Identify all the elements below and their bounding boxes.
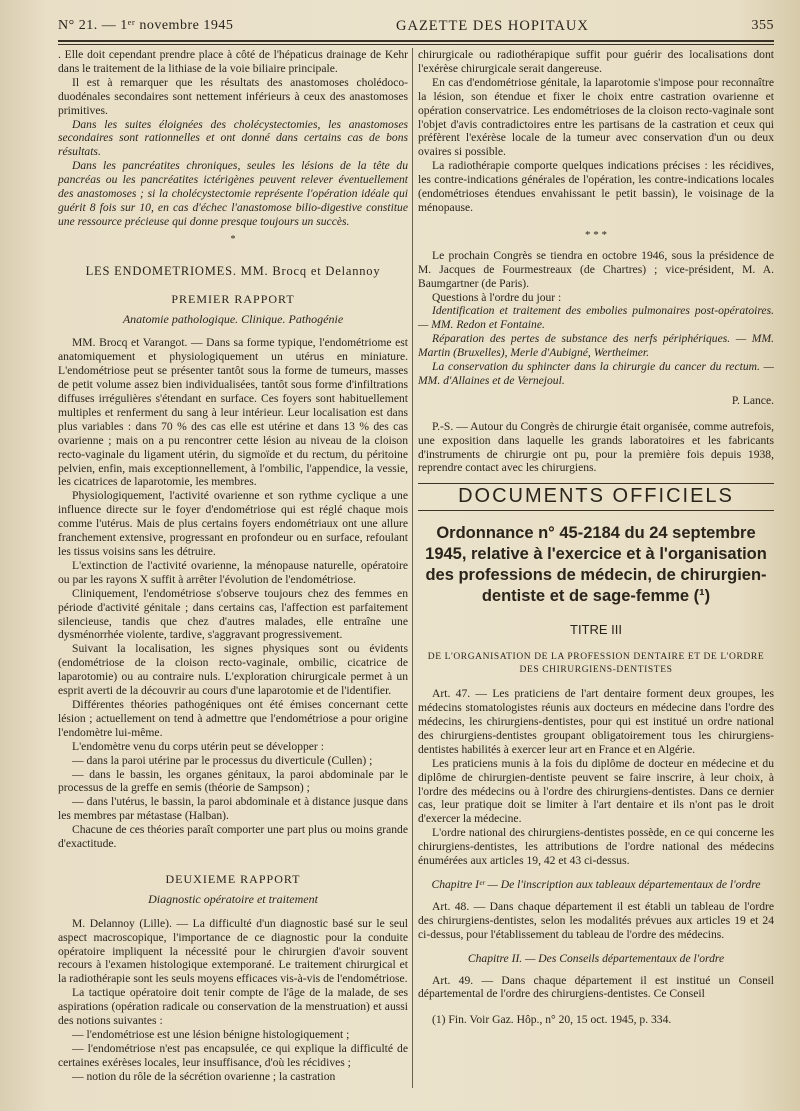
paragraph: Différentes théories pathogéniques ont été émises concernant cette lésion ; actuellement on tend à admettre que l'endométriose a pour origine l'endomètre lui-même.	[58, 697, 408, 739]
paragraph: La tactique opératoire doit tenir compte de l'âge de la malade, de ses aspirations (opération radicale ou conservation de la menstruation) et aussi des notions suivantes :	[58, 986, 408, 1028]
paragraph: — l'endométriose n'est pas encapsulée, ce qui explique la difficulté de certaines exérèses locales, leur insuffisance, d'où les récidives ;	[58, 1041, 408, 1069]
paragraph: — notion du rôle de la sécrétion ovarienne ; la castration	[72, 1069, 336, 1083]
titre-subheading: DE L'ORGANISATION DE LA PROFESSION DENTAIRE ET DE L'ORDRE DES CHIRURGIENS-DENTISTES	[427, 652, 765, 676]
paragraph: — dans la paroi utérine par le processus du diverticule (Cullen) ;	[72, 753, 373, 767]
paragraph: P.-S. — Autour du Congrès de chirurgie était organisée, comme autrefois, une exposition dans laquelle les grands laboratoires et les fabricants d'instruments de chirurgie ont pu, pour la première fois depuis 1938, reprendre contact avec les chirurgiens.	[418, 419, 774, 475]
paragraph: Questions à l'ordre du jour :	[432, 290, 562, 304]
paragraph: Art. 48. — Dans chaque département il est établi un tableau de l'ordre des chirurgiens-dentistes, selon les modalités prévues aux articles 19 et 24 ci-dessus, pour l'établissement du tableau de l'ordre des médecins.	[418, 899, 774, 941]
paragraph: L'endomètre venu du corps utérin peut se développer :	[72, 739, 324, 753]
report-subtitle: Anatomie pathologique. Clinique. Pathogénie	[122, 311, 344, 326]
page-number: 355	[751, 18, 774, 33]
paragraph: — dans l'utérus, le bassin, la paroi abdominale et à distance jusque dans les membres par métastase (Halban).	[58, 795, 408, 823]
footnote: (1) Fin. Voir Gaz. Hôp., n° 20, 15 oct. 1945, p. 334.	[432, 1013, 672, 1027]
paragraph: Les praticiens munis à la fois du diplôme de docteur en médecine et du diplôme de chirurgien-dentiste peuvent se faire inscrire, à leur choix, à l'ordre des médecins ou à l'ordre des chirurgiens-dentistes. Dans ce dernier cas, leur pratique doit se limiter à l'art dentaire et ils n'ont pas le droit d'exercer la médecine.	[418, 756, 774, 826]
journal-title: GAZETTE DES HOPITAUX	[396, 17, 589, 34]
paragraph: Cliniquement, l'endométriose s'observe toujours chez des femmes en période d'activité génitale ; dans certains cas, l'affection est parfaitement silencieuse, tandis que chez d'autres malades, elle entraîne une dysménorrhée violente, tardive, s'aggravant progressivement.	[58, 586, 408, 642]
separator-star: *	[230, 233, 236, 245]
paragraph: — l'endométriose est une lésion bénigne histologiquement ;	[72, 1028, 350, 1041]
paragraph: Dans les suites éloignées des cholécystectomies, les anastomoses secondaires sont rationnelles et ont donné dans certains cas de bons résultats.	[58, 117, 408, 159]
paragraph: Réparation des pertes de substance des nerfs périphériques. — MM. Martin (Bruxelles), Merle d'Aubigné, Wertheimer.	[418, 332, 774, 360]
signature: P. Lance.	[731, 393, 774, 407]
paragraph: Dans les pancréatites chroniques, seules les lésions de la tête du pancréas ou les pancréatites ictérigènes peuvent relever éventuellement des anastomoses ; si la cholécystectomie représente l'opération idéale qui guérit 8 fois sur 10, en cas d'échec l'anastomose bilio-digestive constitue une ressource précieuse qui donne presque toujours un succès.	[58, 159, 408, 228]
paragraph: Physiologiquement, l'activité ovarienne et son rythme cyclique a une influence directe sur le foyer d'endométriose qui est réglé chaque mois comme l'utérus. Mais de plus certains foyers endométriaux ont une allure franchement extensive, progressant en profondeur ou en surface, refoulant les tissus voisins sans les détruire.	[58, 489, 408, 558]
chapter-heading: Chapitre II. — Des Conseils départementaux de l'ordre	[467, 951, 725, 965]
paragraph: Art. 49. — Dans chaque département il est institué un Conseil départemental de l'ordre des chirurgiens-dentistes. Ce Conseil	[418, 973, 774, 1001]
paragraph: . Elle doit cependant prendre place à côté de l'hépaticus drainage de Kehr dans le traitement de la lithiase de la voie biliaire principale.	[58, 48, 408, 75]
paragraph: La conservation du sphincter dans la chirurgie du cancer du rectum. — MM. d'Allaines et de Vernejoul.	[418, 360, 774, 387]
paragraph: Art. 47. — Les praticiens de l'art dentaire forment deux groupes, les médecins stomatologistes réunis aux docteurs en médecine dans l'ordre des médecins, les chirurgiens-dentistes, pour qui est institué un ordre national des chirurgiens-dentistes groupant obligatoirement tous les chirurgiens-dentistes habilités à exercer leur art en France et en Algérie.	[418, 687, 774, 756]
right-column	[418, 48, 774, 1027]
section-banner: DOCUMENTS OFFICIELS	[418, 483, 774, 511]
paragraph: Chacune de ces théories paraît comporter une part plus ou moins grande d'exactitude.	[58, 823, 408, 851]
paragraph: M. Delannoy (Lille). — La difficulté d'un diagnostic basé sur le seul aspect macroscopique, l'importance de ce diagnostic pour la conduite opératoire impliquent la nécessité pour le chirurgien d'avoir souvent recours à l'examen histologique extemporané. Le traitement chirurgical et la radiothérapie sont les seuls moyens efficaces vis-à-vis de l'endométriose.	[58, 916, 408, 986]
section-title: LES ENDOMETRIOMES. MM. Brocq et Delannoy	[85, 263, 381, 278]
chapter-heading: Chapitre Iᵉʳ — De l'inscription aux tableaux départementaux de l'ordre	[431, 877, 761, 891]
issue-date: N° 21. — 1ᵉʳ novembre 1945	[58, 18, 234, 33]
paragraph: Il est à remarquer que les résultats des anastomoses cholédoco-duodénales secondaires sont nettement inférieurs à ceux des anastomoses primitives.	[58, 75, 408, 117]
paragraph: En cas d'endométriose génitale, la laparotomie s'impose pour reconnaître la lésion, son étendue et fixer le choix entre castration ovarienne et opération conservatrice. Les endométrioses de la cloison recto-vaginale sont l'objet d'avis contradictoires entre les partisans de la castration et ceux qui préfèrent l'exérèse locale de la tumeur avec conservation d'un ou deux ovaires si possible.	[418, 75, 774, 159]
report-title: PREMIER RAPPORT	[171, 291, 295, 306]
report-title: DEUXIEME RAPPORT	[165, 871, 301, 886]
paragraph: La radiothérapie comporte quelques indications précises : les récidives, les contre-indications générales de l'opération, les contre-indications locales (endométrioses étendues envahissant le petit bassin), le voisinage de la ménopause.	[418, 159, 774, 214]
titre-heading: TITRE III	[570, 622, 622, 638]
paragraph: Identification et traitement des embolies pulmonaires post-opératoires. — MM. Redon et Fontaine.	[418, 304, 774, 332]
left-column	[58, 48, 408, 1084]
paragraph: Suivant la localisation, les signes physiques sont ou évidents (endométriose de la cloison recto-vaginale, ombilic, cicatrice de laparotomie) ou au contraire nuls. L'exploration chirurgicale permet à un esprit averti de la découvrir au cours d'une laparotomie et de l'identifier.	[58, 642, 408, 698]
paragraph: L'ordre national des chirurgiens-dentistes possède, en ce qui concerne les chirurgiens-dentistes, les attributions de l'ordre national des médecins énumérées aux articles 19, 42 et 43 ci-dessus.	[418, 826, 774, 868]
paragraph: chirurgicale ou radiothérapique suffit pour guérir des localisations dont l'exérèse chirurgicale serait dangereuse.	[418, 48, 774, 75]
paragraph: MM. Brocq et Varangot. — Dans sa forme typique, l'endométriome est anatomiquement et physiologiquement un utérus en miniature. L'endométriose peut se présenter tantôt sous la forme de tumeurs, masses de petit volume assez bien individualisées, tantôt sous forme d'infiltrations diffuses irrégulières s'étendant en surface. Ces foyers sont habituellement multiples et renferment du sang à leur intérieur. Leur localisation est dans plus variables : dans 70 % des cas elle est utérine et dans 13 % des cas ovarienne ; mais on a pu rencontrer cette lésion au niveau de la cloison recto-vaginale du ligament utérin, du sigmoïde et du rectum, du péritoine pelvien, enfin, mais exceptionnellement, à l'ombilic, l'appendice, la vessie, les cicatrices de laparotomie, les membres.	[58, 336, 408, 489]
ordonnance-title: Ordonnance n° 45-2184 du 24 septembre 1945, relative à l'exercice et à l'organisation des professions de médecin, de chirurgien-dentiste et de sage-femme (¹)	[425, 524, 767, 606]
paragraph: — dans le bassin, les organes génitaux, la paroi abdominale par le processus de la greffe en semis (théorie de Sampson) ;	[58, 767, 408, 795]
paragraph: Le prochain Congrès se tiendra en octobre 1946, sous la présidence de M. Jacques de Fourmestreaux (de Chartres) ; vice-président, M. A. Baumgartner (de Paris).	[418, 248, 774, 290]
paragraph: L'extinction de l'activité ovarienne, la ménopause naturelle, opératoire ou par les rayons X suffit à arrêter l'évolution de l'endométriose.	[58, 558, 408, 586]
separator-stars: * * *	[585, 228, 607, 241]
column-separator	[412, 48, 413, 1088]
header-rule	[58, 40, 774, 42]
report-subtitle: Diagnostic opératoire et traitement	[148, 891, 318, 906]
header-rule-thin	[58, 44, 774, 45]
page-header	[58, 14, 774, 38]
